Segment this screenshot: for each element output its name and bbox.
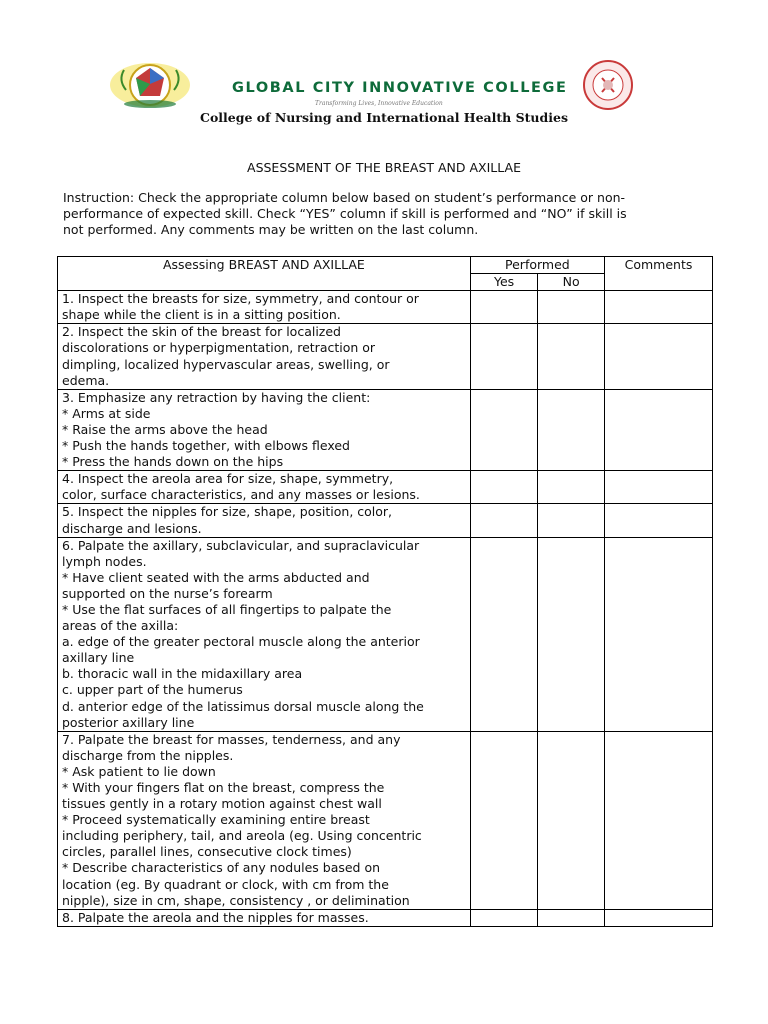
yes-checkbox-cell[interactable] <box>470 909 538 926</box>
skill-text-line: color, surface characteristics, and any masses or lesions. <box>62 487 420 503</box>
skill-text-line: * Have client seated with the arms abducted and <box>62 569 370 585</box>
skill-cell <box>58 291 471 324</box>
skill-text-line: 3. Emphasize any retraction by having the client: <box>62 389 371 405</box>
skill-text-line: * Proceed systematically examining entire breast <box>62 812 370 828</box>
instruction-line: performance of expected skill. Check “YES” column if skill is performed and “NO” if skill is <box>63 206 627 222</box>
yes-checkbox-cell[interactable] <box>470 504 538 537</box>
comments-cell[interactable] <box>604 537 712 731</box>
skill-cell <box>58 471 471 504</box>
skill-text-line: posterior axillary line <box>62 714 195 730</box>
no-checkbox-cell[interactable] <box>538 537 605 731</box>
skill-text-line: shape while the client is in a sitting position. <box>62 307 341 323</box>
table-row <box>58 504 713 537</box>
skill-text-line: * Press the hands down on the hips <box>62 454 284 470</box>
department-subtitle: College of Nursing and International Health Studies <box>200 110 568 125</box>
skill-text-line: including periphery, tail, and areola (eg. Using concentric <box>62 828 422 844</box>
comments-cell[interactable] <box>604 471 712 504</box>
skill-text-line: * Describe characteristics of any nodules based on <box>62 860 381 876</box>
no-checkbox-cell[interactable] <box>538 731 605 909</box>
skill-cell <box>58 731 471 909</box>
skill-text-line: 2. Inspect the skin of the breast for localized <box>62 324 341 340</box>
no-checkbox-cell[interactable] <box>538 324 605 389</box>
skill-text-line: 4. Inspect the areola area for size, shape, symmetry, <box>62 471 394 487</box>
table-row <box>58 537 713 731</box>
instruction-line: Instruction: Check the appropriate column below based on student’s performance or non- <box>63 190 626 205</box>
skill-cell <box>58 389 471 470</box>
skill-text-line: d. anterior edge of the latissimus dorsal muscle along the <box>62 698 424 714</box>
comments-cell[interactable] <box>604 389 712 470</box>
skill-text-line: discharge from the nipples. <box>62 747 234 763</box>
comments-column-header: Comments <box>604 257 712 291</box>
comments-cell[interactable] <box>604 324 712 389</box>
comments-cell[interactable] <box>604 909 712 926</box>
comments-cell[interactable] <box>604 504 712 537</box>
performed-column-header: Performed <box>470 257 604 274</box>
skill-text-line: edema. <box>62 372 110 388</box>
skill-text-line: b. thoracic wall in the midaxillary area <box>62 666 303 682</box>
skill-text-line: * Push the hands together, with elbows flexed <box>62 438 350 454</box>
table-row <box>58 909 713 926</box>
skill-cell <box>58 504 471 537</box>
table-row <box>58 291 713 324</box>
table-row <box>58 471 713 504</box>
skill-text-line: * Raise the arms above the head <box>62 421 268 437</box>
skill-text-line: * With your fingers flat on the breast, compress the <box>62 780 385 795</box>
yes-checkbox-cell[interactable] <box>470 324 538 389</box>
instruction-paragraph <box>63 190 703 239</box>
skill-column-header: Assessing BREAST AND AXILLAE <box>58 257 471 291</box>
skill-text-line: * Ask patient to lie down <box>62 763 216 779</box>
table-header-row <box>58 257 713 274</box>
checklist-body <box>58 291 713 927</box>
yes-checkbox-cell[interactable] <box>470 389 538 470</box>
yes-checkbox-cell[interactable] <box>470 291 538 324</box>
skill-text-line: axillary line <box>62 650 135 666</box>
skill-cell <box>58 909 471 926</box>
skill-text-line: 1. Inspect the breasts for size, symmetry, and contour or <box>62 291 419 307</box>
skill-text-line: 5. Inspect the nipples for size, shape, position, color, <box>62 504 393 520</box>
yes-column-header: Yes <box>470 274 538 291</box>
skill-text-line: circles, parallel lines, consecutive clock times) <box>62 844 352 860</box>
skill-text-line: areas of the axilla: <box>62 618 179 634</box>
college-tagline: Transforming Lives, Innovative Education <box>315 100 443 107</box>
skill-text-line: supported on the nurse’s forearm <box>62 585 273 601</box>
skill-text-line: location (eg. By quadrant or clock, with cm from the <box>62 876 389 892</box>
skill-text-line: nipple), size in cm, shape, consistency , or delimination <box>62 892 410 908</box>
skill-cell <box>58 324 471 389</box>
comments-cell[interactable] <box>604 291 712 324</box>
assessment-checklist-table <box>57 256 713 927</box>
nursing-college-seal-icon <box>568 60 648 110</box>
comments-cell[interactable] <box>604 731 712 909</box>
table-row <box>58 731 713 909</box>
instruction-line: not performed. Any comments may be written on the last column. <box>63 222 479 238</box>
no-column-header: No <box>538 274 605 291</box>
letterhead <box>100 60 680 110</box>
no-checkbox-cell[interactable] <box>538 909 605 926</box>
no-checkbox-cell[interactable] <box>538 504 605 537</box>
skill-text-line: 7. Palpate the breast for masses, tenderness, and any <box>62 731 401 747</box>
skill-text-line: * Use the flat surfaces of all fingertips to palpate the <box>62 601 392 617</box>
yes-checkbox-cell[interactable] <box>470 471 538 504</box>
skill-text-line: 6. Palpate the axillary, subclavicular, and supraclavicular <box>62 537 420 553</box>
skill-text-line: discolorations or hyperpigmentation, retraction or <box>62 340 376 356</box>
skill-text-line: lymph nodes. <box>62 553 147 569</box>
skill-text-line: * Arms at side <box>62 405 151 421</box>
skill-text-line: tissues gently in a rotary motion against chest wall <box>62 796 382 812</box>
college-name: GLOBAL CITY INNOVATIVE COLLEGE <box>232 80 568 96</box>
document-title: ASSESSMENT OF THE BREAST AND AXILLAE <box>247 160 521 175</box>
skill-text-line: c. upper part of the humerus <box>62 682 243 698</box>
no-checkbox-cell[interactable] <box>538 291 605 324</box>
skill-cell <box>58 537 471 731</box>
college-seal-icon <box>108 60 218 110</box>
table-row <box>58 389 713 470</box>
skill-text-line: 8. Palpate the areola and the nipples for masses. <box>62 909 369 925</box>
skill-text-line: a. edge of the greater pectoral muscle along the anterior <box>62 634 420 650</box>
no-checkbox-cell[interactable] <box>538 389 605 470</box>
yes-checkbox-cell[interactable] <box>470 731 538 909</box>
yes-checkbox-cell[interactable] <box>470 537 538 731</box>
skill-text-line: dimpling, localized hypervascular areas, swelling, or <box>62 356 390 372</box>
no-checkbox-cell[interactable] <box>538 471 605 504</box>
table-row <box>58 324 713 389</box>
skill-text-line: discharge and lesions. <box>62 520 202 536</box>
